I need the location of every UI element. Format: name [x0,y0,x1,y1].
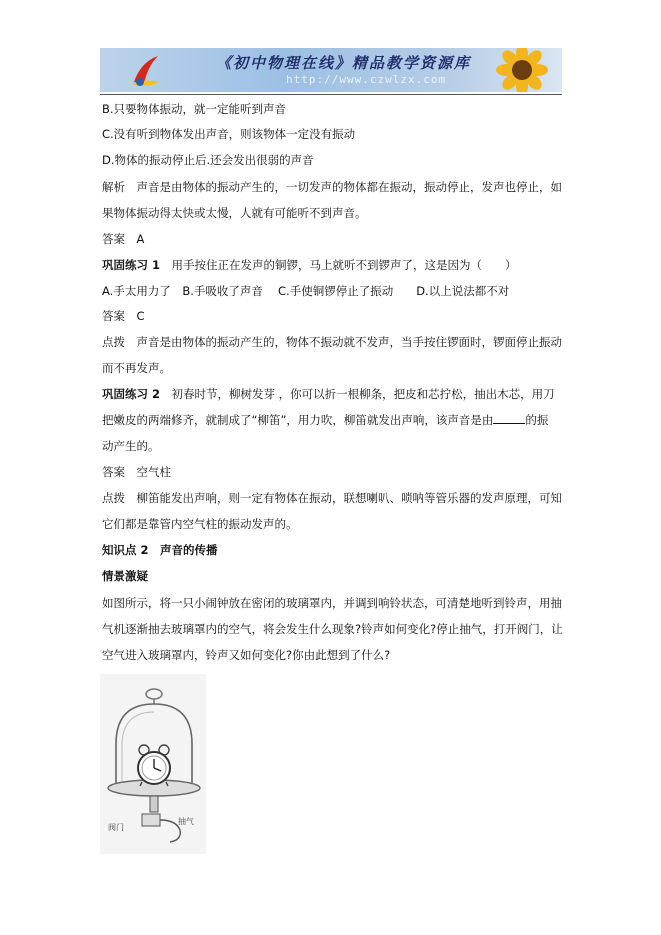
analysis-line-1: 解析 声音是由物体的振动产生的，一切发声的物体都在振动，振动停止，发声也停止，如 [102,180,562,194]
bell-jar-figure [100,674,206,854]
exercise-1-question [102,258,517,272]
exercise-2-text-2b: 的振 [525,413,549,427]
scene-line-2: 气机逐渐抽去玻璃罩内的空气，将会发生什么现象?铃声如何变化?停止抽气，打开阀门，让 [102,622,563,636]
exercise-2-label: 巩固练习 2 [102,387,161,401]
scene-heading: 情景激疑 [102,569,148,583]
pump-label: 抽气 [178,817,194,826]
sunflower-icon [486,48,558,92]
exercise-2-answer: 答案 空气柱 [102,465,171,479]
exercise-2-tip-line-1: 点拨 柳笛能发出声响，则一定有物体在振动，联想喇叭、唢呐等管乐器的发声原理，可知 [102,491,562,505]
scene-line-1: 如图所示，将一只小闹钟放在密闭的玻璃罩内，并调到响铃状态，可清楚地听到铃声，用抽 [102,596,562,610]
scene-line-3: 空气进入玻璃罩内，铃声又如何变化?你由此想到了什么? [102,648,391,662]
header-banner [100,48,562,92]
option-d: D.物体的振动停止后.还会发出很弱的声音 [102,153,314,167]
exercise-2-text-line-2 [102,413,548,427]
knowledge-point-2-heading: 知识点 2 声音的传播 [102,543,218,557]
site-url: http://www.czwlzx.com [286,73,447,86]
exercise-2-text-2a: 把嫩皮的两端修齐，就制成了“柳笛”，用力吹，柳笛就发出声响，该声音是由 [102,413,494,427]
exercise-2-text-line-1: 初春时节，柳树发芽 ，你可以折一根柳条，把皮和芯拧松，抽出木芯，用刀 [160,387,555,401]
exercise-2-text-line-3: 动产生的。 [102,439,160,453]
exercise-1-answer: 答案 C [102,309,145,323]
exercise-2-question [102,387,555,401]
exercise-1-tip-line-2: 而不再发声。 [102,361,171,375]
valve-label: 阀门 [108,823,124,832]
site-title: 《初中物理在线》精品教学资源库 [216,54,472,72]
answer-1: 答案 A [102,232,145,246]
header-rule [100,94,562,95]
option-b: B.只要物体振动，就一定能听到声音 [102,102,287,116]
answer-blank [493,413,525,424]
exercise-1-text: 用手按住正在发声的铜锣，马上就听不到锣声了，这是因为（ ） [160,258,517,272]
exercise-1-label: 巩固练习 1 [102,258,161,272]
site-logo-icon [128,52,164,88]
exercise-2-tip-line-2: 它们都是靠管内空气柱的振动发声的。 [102,517,298,531]
exercise-1-options: A.手太用力了 B.手吸收了声音 C.手使铜锣停止了振动 D.以上说法都不对 [102,284,510,298]
option-c: C.没有听到物体发出声音，则该物体一定没有振动 [102,127,356,141]
analysis-line-2: 果物体振动得太快或太慢，人就有可能听不到声音。 [102,206,367,220]
exercise-1-tip-line-1: 点拨 声音是由物体的振动产生的，物体不振动就不发声，当手按住锣面时，锣面停止振动 [102,335,562,349]
